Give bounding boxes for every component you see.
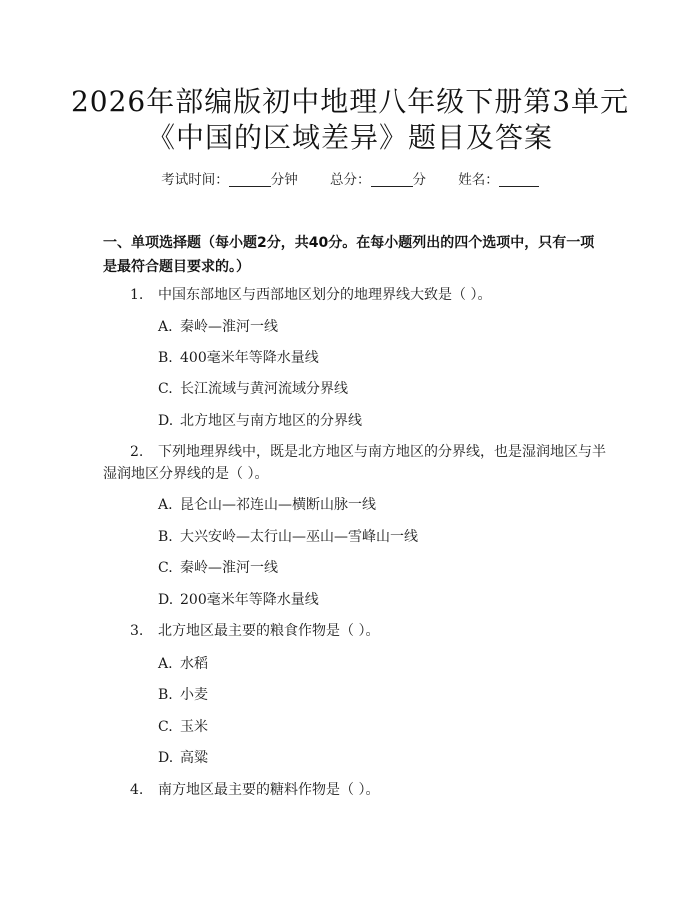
question-3-option-d xyxy=(158,747,208,767)
option-letter: C. xyxy=(158,560,173,576)
question-2-continued: 湿润地区分界线的是（ ）。 xyxy=(103,466,269,482)
student-name-field xyxy=(458,172,539,188)
option-letter: D. xyxy=(158,592,174,608)
option-letter: C. xyxy=(158,381,173,397)
question-1-option-c xyxy=(158,378,348,398)
question-2-option-c xyxy=(158,557,278,577)
question-3-option-b xyxy=(158,684,208,704)
student-name-label: 姓名： xyxy=(458,172,499,188)
option-text: 玉米 xyxy=(180,719,208,735)
question-2 xyxy=(130,441,606,461)
option-text: 200毫米年等降水量线 xyxy=(180,592,319,608)
question-4 xyxy=(130,779,379,799)
option-text: 水稻 xyxy=(180,656,208,672)
option-text: 400毫米年等降水量线 xyxy=(180,350,319,366)
document-title-line-1: 2026年部编版初中地理八年级下册第3单元 xyxy=(70,85,630,118)
option-letter: D. xyxy=(158,750,174,766)
question-text: 北方地区最主要的粮食作物是（ ）。 xyxy=(158,623,380,639)
option-letter: A. xyxy=(158,319,173,335)
total-score-field xyxy=(330,172,426,188)
option-letter: A. xyxy=(158,656,173,672)
option-letter: B. xyxy=(158,529,173,545)
total-score-blank xyxy=(371,172,413,187)
question-2-option-b xyxy=(158,526,418,546)
option-text: 高粱 xyxy=(180,750,208,766)
question-2-option-d xyxy=(158,589,319,609)
question-1-option-d xyxy=(158,410,362,430)
option-text: 秦岭—淮河一线 xyxy=(180,560,278,576)
exam-time-label: 考试时间： xyxy=(161,172,229,188)
option-text: 北方地区与南方地区的分界线 xyxy=(180,413,362,429)
option-letter: D. xyxy=(158,413,174,429)
exam-time-unit: 分钟 xyxy=(270,172,298,188)
question-text: 中国东部地区与西部地区划分的地理界线大致是（ ）。 xyxy=(158,287,492,303)
question-1-option-a xyxy=(158,316,278,336)
question-3-option-a xyxy=(158,653,208,673)
exam-time-blank xyxy=(229,172,271,187)
student-name-blank xyxy=(499,172,539,187)
option-text: 长江流域与黄河流域分界线 xyxy=(180,381,348,397)
total-score-label: 总分： xyxy=(330,172,371,188)
question-3 xyxy=(130,620,379,640)
option-letter: C. xyxy=(158,719,173,735)
question-1-option-b xyxy=(158,347,319,367)
exam-info-row xyxy=(0,168,700,188)
question-3-option-c xyxy=(158,716,208,736)
document-title-line-2: 《中国的区域差异》题目及答案 xyxy=(146,121,553,154)
question-text: 南方地区最主要的糖料作物是（ ）。 xyxy=(158,782,380,798)
option-letter: B. xyxy=(158,350,173,366)
question-number: 4. xyxy=(130,782,144,798)
question-number: 3. xyxy=(130,623,144,639)
question-number: 2. xyxy=(130,444,144,460)
option-text: 秦岭—淮河一线 xyxy=(180,319,278,335)
option-text: 大兴安岭—太行山—巫山—雪峰山一线 xyxy=(180,529,418,545)
question-1 xyxy=(130,284,491,304)
option-letter: A. xyxy=(158,497,173,513)
question-number: 1. xyxy=(130,287,144,303)
exam-time-field xyxy=(161,172,298,188)
option-letter: B. xyxy=(158,687,173,703)
option-text: 小麦 xyxy=(180,687,208,703)
total-score-unit: 分 xyxy=(412,172,426,188)
section-heading-line-2: 是最符合题目要求的。） xyxy=(103,259,250,275)
option-text: 昆仑山—祁连山—横断山脉一线 xyxy=(180,497,376,513)
question-text-line-1: 下列地理界线中，既是北方地区与南方地区的分界线，也是湿润地区与半 xyxy=(158,444,606,460)
question-2-option-a xyxy=(158,494,376,514)
section-heading-line-1: 一、单项选择题（每小题2分，共40分。在每小题列出的四个选项中，只有一项 xyxy=(103,235,595,251)
